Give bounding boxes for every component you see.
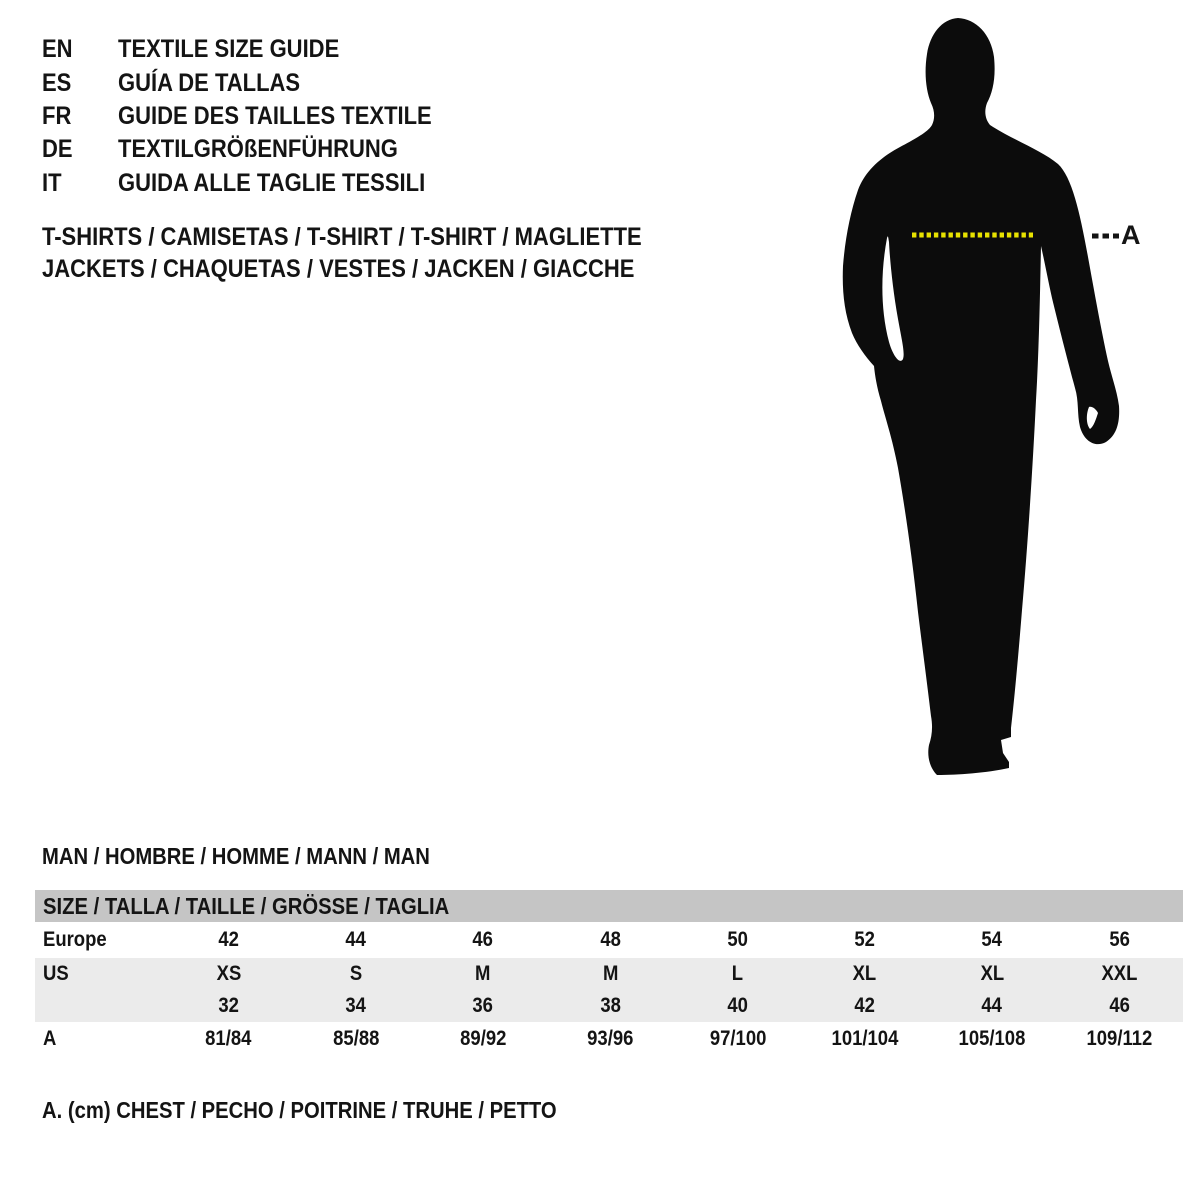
size-cell: 36 — [472, 994, 494, 1017]
lang-label: TEXTILE SIZE GUIDE — [118, 35, 340, 64]
size-cell: 44 — [981, 994, 1003, 1017]
lang-label: GUÍA DE TALLAS — [118, 68, 301, 97]
size-cell: 32 — [218, 994, 239, 1017]
size-cell: L — [731, 962, 744, 985]
lang-code: FR — [42, 101, 72, 130]
table-row-chest-a — [35, 1022, 1183, 1056]
size-table — [35, 890, 1183, 1056]
size-cell: 34 — [345, 994, 367, 1017]
size-cell: S — [349, 962, 363, 985]
size-cell: 81/84 — [205, 1027, 252, 1050]
size-cell: M — [602, 962, 619, 985]
category-line-tshirts-text: T-SHIRTS / CAMISETAS / T-SHIRT / T-SHIRT / MAGLIETTE — [42, 222, 642, 251]
category-line-jackets-text: JACKETS / CHAQUETAS / VESTES / JACKEN / GIACCHE — [42, 254, 635, 283]
section-title-man: MAN / HOMBRE / HOMME / MANN / MAN — [42, 843, 430, 869]
size-cell: 44 — [345, 928, 367, 951]
lang-row-it — [42, 167, 475, 200]
size-cell: 40 — [727, 994, 748, 1017]
size-cell: 56 — [1109, 928, 1130, 951]
size-table-header: SIZE / TALLA / TAILLE / GRÖSSE / TAGLIA — [43, 892, 450, 919]
lang-row-de — [42, 133, 475, 166]
lang-code: IT — [42, 168, 62, 197]
size-cell: XL — [853, 962, 877, 985]
size-cell: XL — [980, 962, 1004, 985]
category-line-jackets — [42, 253, 723, 285]
size-cell: 89/92 — [459, 1027, 507, 1050]
category-line-tshirts — [42, 221, 723, 253]
row-label: US — [43, 962, 69, 985]
size-cell: 50 — [727, 928, 748, 951]
lang-code: ES — [42, 68, 72, 97]
lang-code: DE — [42, 135, 73, 164]
measure-label-a: A — [1121, 220, 1141, 250]
lang-label: GUIDE DES TAILLES TEXTILE — [118, 101, 432, 130]
man-silhouette-figure — [810, 5, 1150, 795]
row-label: A — [43, 1027, 57, 1050]
row-label: Europe — [43, 928, 107, 951]
lang-row-es — [42, 66, 475, 99]
category-titles — [42, 221, 723, 285]
man-silhouette — [843, 18, 1119, 775]
lang-code: EN — [42, 35, 73, 64]
size-cell: XXL — [1101, 962, 1138, 985]
size-cell: 109/112 — [1086, 1027, 1153, 1050]
size-cell: 85/88 — [332, 1027, 380, 1050]
language-guide — [42, 33, 475, 200]
table-row-us — [35, 958, 1183, 990]
size-cell: 48 — [600, 928, 621, 951]
size-cell: 46 — [472, 928, 494, 951]
size-cell: M — [475, 962, 491, 985]
size-cell: 46 — [1109, 994, 1130, 1017]
footnote-chest-measure: A. (cm) CHEST / PECHO / POITRINE / TRUHE / PETTO — [42, 1097, 557, 1123]
size-table-header-row — [35, 890, 1183, 922]
table-row-europe — [35, 922, 1183, 958]
size-cell: 101/104 — [831, 1027, 899, 1050]
lang-label: GUIDA ALLE TAGLIE TESSILI — [118, 168, 426, 197]
lang-label: TEXTILGRÖßENFÜHRUNG — [118, 135, 398, 164]
size-cell: 105/108 — [958, 1027, 1026, 1050]
size-cell: 42 — [854, 994, 876, 1017]
table-row-numeric — [35, 990, 1183, 1022]
lang-row-fr — [42, 100, 475, 133]
size-cell: 52 — [854, 928, 876, 951]
size-cell: XS — [216, 962, 241, 985]
size-cell: 38 — [600, 994, 621, 1017]
size-cell: 42 — [218, 928, 239, 951]
size-cell: 54 — [981, 928, 1003, 951]
size-cell: 97/100 — [709, 1027, 766, 1050]
lang-row-en — [42, 33, 475, 66]
size-cell: 93/96 — [587, 1027, 634, 1050]
